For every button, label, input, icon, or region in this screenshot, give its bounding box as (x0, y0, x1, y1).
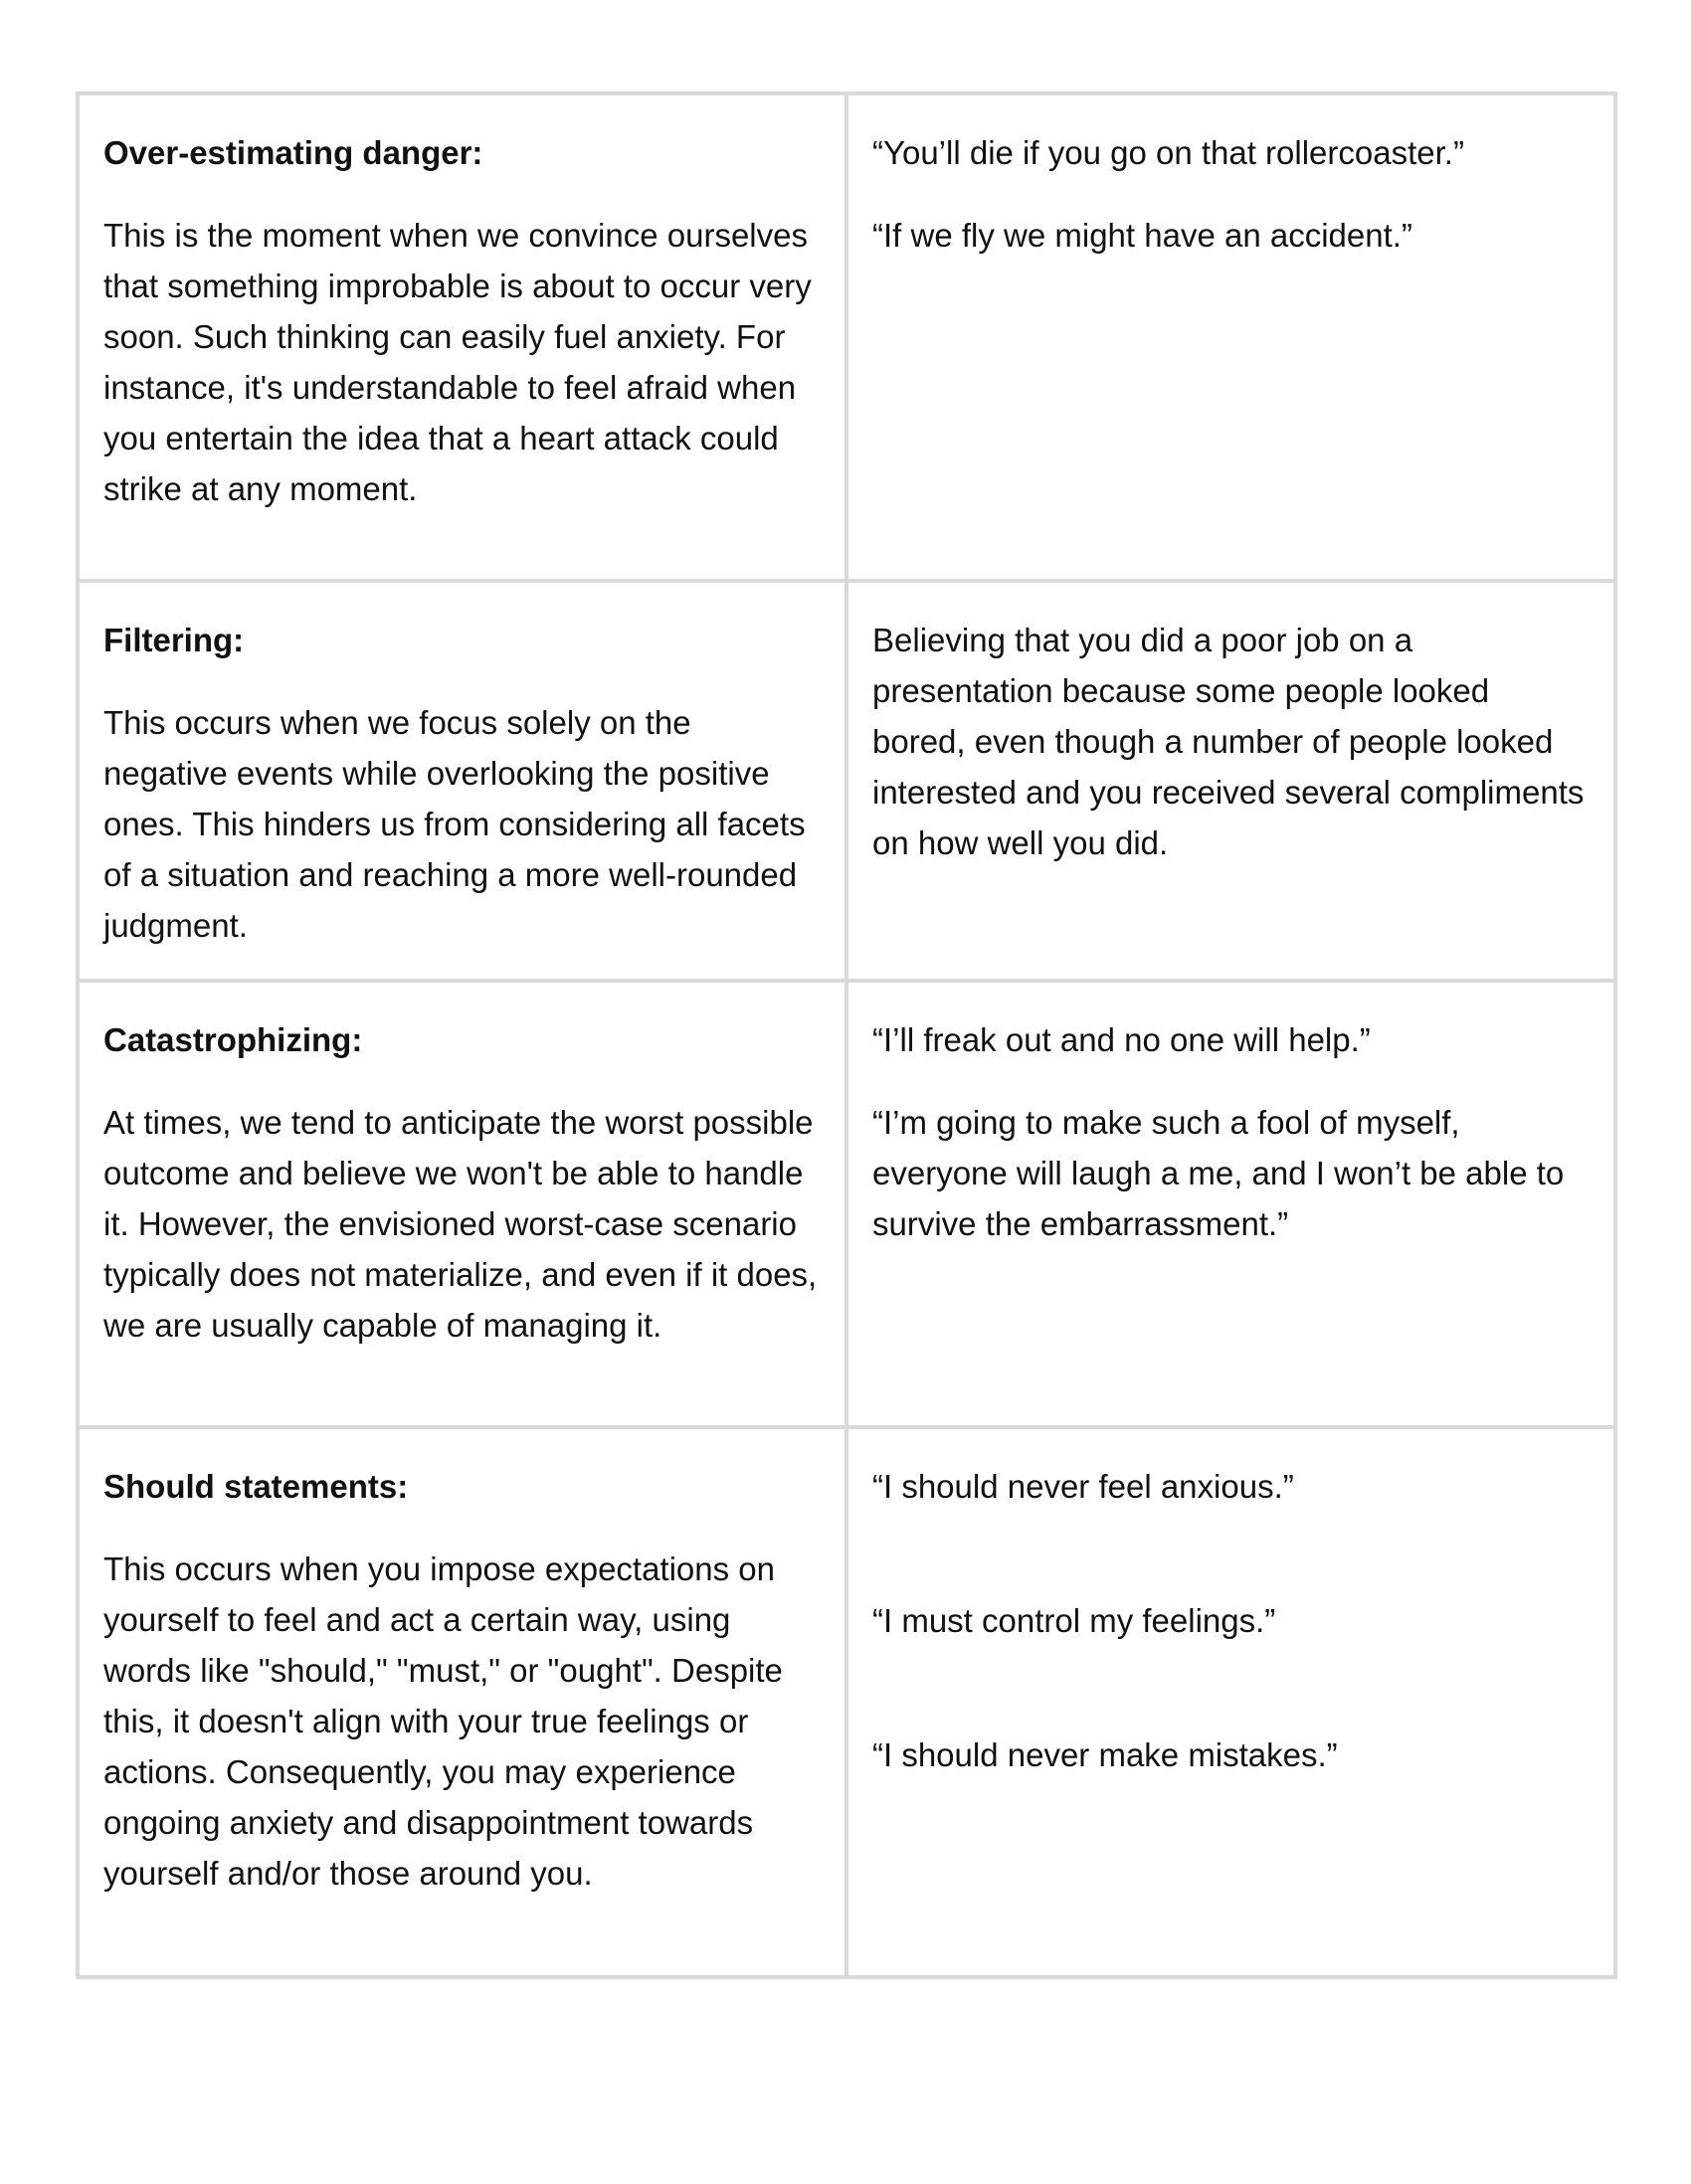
example-text: Believing that you did a poor job on a presentation because some people looked bored, even though a number of people looked interested and you received several compliments on how well you did. (872, 622, 1585, 861)
distortion-description: At times, we tend to anticipate the worst possible outcome and believe we won't be able to handle it. However, the envisioned worst-case scenario typically does not materialize, and even if it does, we are usually capable of managing it. (103, 1104, 818, 1344)
distortion-description: This occurs when you impose expectations on yourself to feel and act a certain way, using words like "should," "must," or "ought". Despite this, it doesn't align with your true feelings or actions. Consequently, you may experience ongoing anxiety and disappointment towards yourself and/or those around you. (103, 1550, 783, 1892)
distortion-term: Over-estimating danger: (103, 134, 483, 171)
example-cell (846, 981, 1615, 1427)
distortions-table (76, 91, 1617, 1979)
definition-cell (78, 1427, 846, 1977)
example-cell (846, 1427, 1615, 1977)
definition-cell (78, 981, 846, 1427)
example-cell (846, 93, 1615, 581)
example-text: “I’ll freak out and no one will help.” (872, 1021, 1371, 1058)
table-row (78, 981, 1615, 1427)
example-cell (846, 581, 1615, 981)
example-text: “I’m going to make such a fool of myself, everyone will laugh a me, and I won’t be able to survive the embarrassment.” (872, 1104, 1565, 1242)
worksheet (76, 91, 1613, 1979)
example-text: “I must control my feelings.” (872, 1602, 1276, 1639)
example-text: “If we fly we might have an accident.” (872, 217, 1412, 254)
distortion-term: Catastrophizing: (103, 1021, 363, 1058)
table-row (78, 581, 1615, 981)
definition-cell (78, 581, 846, 981)
example-text: “You’ll die if you go on that rollercoaster.” (872, 134, 1464, 171)
distortion-description: This is the moment when we convince ourselves that something improbable is about to occur very soon. Such thinking can easily fuel anxiety. For instance, it's understandable to feel afraid when you entertain the idea that a heart attack could strike at any moment. (103, 217, 812, 507)
distortion-term: Filtering: (103, 622, 245, 658)
definition-cell (78, 93, 846, 581)
table-row (78, 93, 1615, 581)
example-text: “I should never make mistakes.” (872, 1736, 1338, 1773)
table-row (78, 1427, 1615, 1977)
example-text: “I should never feel anxious.” (872, 1468, 1294, 1505)
distortion-description: This occurs when we focus solely on the negative events while overlooking the positive ones. This hinders us from considering all facets of a situation and reaching a more well-rounded judgment. (103, 704, 806, 944)
distortion-term: Should statements: (103, 1468, 409, 1505)
